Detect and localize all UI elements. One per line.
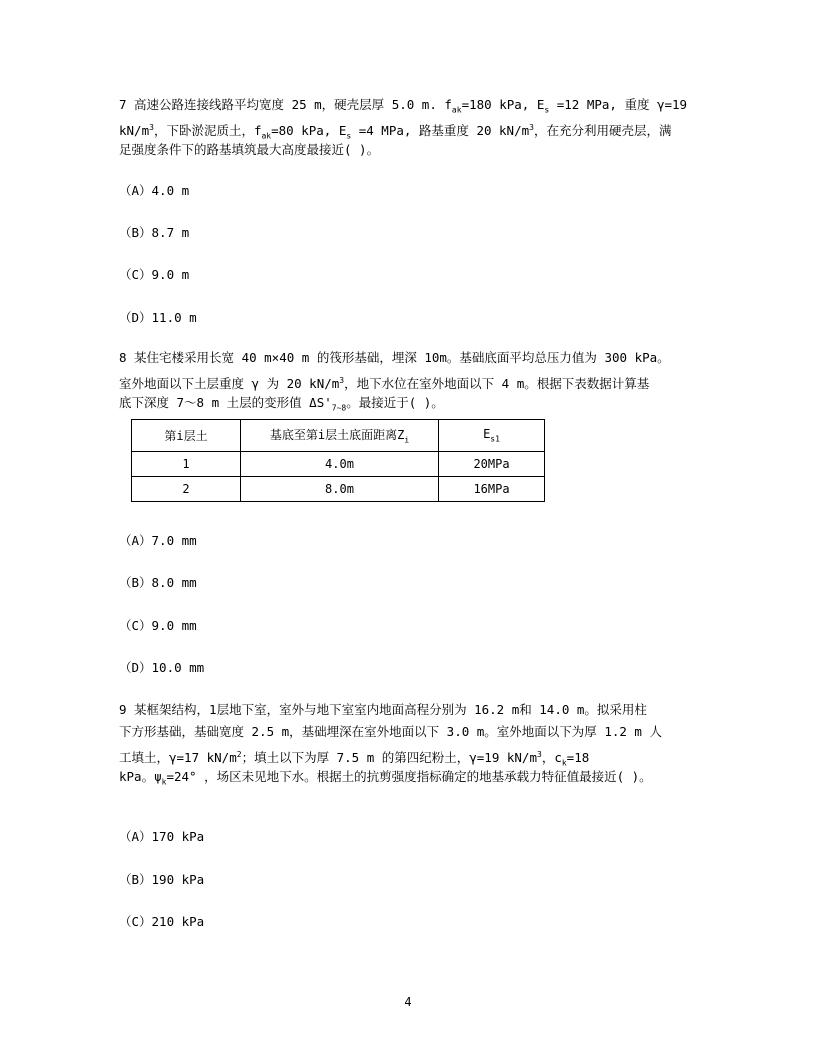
q8-option-b: （B）8.0 mm: [119, 575, 197, 590]
text-segment: ak: [451, 105, 462, 115]
header-modulus: [439, 420, 545, 452]
text-segment: 室外地面以下土层重度 γ 为 20 kN/m: [119, 376, 340, 392]
text-segment: ak: [261, 131, 272, 141]
table-row: [132, 477, 545, 502]
header-distance-text: 基底至第i层土底面距离Z: [269, 428, 405, 443]
q8-option-a: （A）7.0 mm: [119, 533, 197, 548]
header-layer: 第i层土: [132, 420, 241, 452]
q9-text-line: [119, 723, 662, 741]
soil-layer-table: [131, 419, 545, 502]
text-segment: 下方形基础，基础宽度 2.5 m，基础埋深在室外地面以下 3.0 m。室外地面以下为厚 1.2 m 人: [119, 724, 662, 739]
text-segment: =18: [566, 750, 590, 766]
table-row: [132, 452, 545, 477]
table-cell: 1: [132, 452, 241, 477]
q7-option-c: （C）9.0 m: [119, 267, 190, 282]
table-cell: 8.0m: [241, 477, 439, 502]
text-segment: 。最接近于( )。: [346, 395, 444, 410]
table-cell: 16MPa: [439, 477, 545, 502]
text-segment: ，下卧淤泥质土，f: [153, 123, 262, 139]
q8-option-d: （D）10.0 mm: [119, 660, 205, 675]
q7-option-a: （A）4.0 m: [119, 183, 190, 198]
text-segment: kN/m: [119, 123, 150, 139]
text-segment: kPa。ψ: [119, 769, 162, 784]
q8-text-line: [119, 394, 444, 418]
q9-text-line: [119, 701, 647, 719]
text-segment: =80 kPa, E: [271, 123, 347, 139]
q9-option-c: （C）210 kPa: [119, 914, 205, 929]
text-segment: =12 MPa, 重度 γ=19: [549, 97, 688, 112]
table-header-row: [132, 420, 545, 452]
text-segment: ，在充分利用硬壳层，满: [533, 123, 672, 139]
text-segment: =4 MPa, 路基重度 20 kN/m: [351, 123, 530, 139]
text-segment: 工填土，γ=17 kN/m: [119, 750, 237, 766]
text-segment: 3: [339, 376, 345, 385]
text-segment: 3: [536, 750, 542, 759]
text-segment: k: [561, 758, 567, 768]
text-segment: 足强度条件下的路基填筑最大高度最接近( )。: [119, 142, 380, 157]
text-segment: 7 高速公路连接线路平均宽度 25 m，硬壳层厚 5.0 m. f: [119, 97, 452, 112]
text-segment: 7~8: [331, 403, 347, 413]
text-segment: =24° ，场区未见地下水。根据土的抗剪强度指标确定的地基承载力特征值最接近( )。: [166, 769, 652, 784]
text-segment: 底下深度 7～8 m 土层的变形值 ΔS': [119, 395, 332, 410]
q9-text-line: [119, 768, 652, 792]
q7-text-line: [119, 96, 687, 120]
text-segment: 3: [149, 123, 154, 132]
page-number: 4: [404, 995, 412, 1009]
header-modulus-text: E: [483, 427, 491, 442]
table-cell: 20MPa: [439, 452, 545, 477]
text-segment: 2: [236, 750, 242, 759]
q7-option-b: （B）8.7 m: [119, 225, 190, 240]
q9-option-b: （B）190 kPa: [119, 872, 205, 887]
table-cell: 4.0m: [241, 452, 439, 477]
text-segment: k: [161, 777, 167, 787]
text-segment: ，地下水位在室外地面以下 4 m。根据下表数据计算基: [344, 376, 650, 392]
text-segment: s: [346, 131, 352, 141]
q9-option-a: （A）170 kPa: [119, 829, 205, 844]
text-segment: 8 某住宅楼采用长宽 40 m×40 m 的筏形基础，埋深 10m。基础底面平均总压力值为 300 kPa。: [119, 350, 670, 365]
text-segment: ，c: [541, 750, 562, 766]
q8-text-line: [119, 372, 649, 393]
text-segment: s: [544, 105, 550, 115]
text-segment: =180 kPa, E: [461, 97, 545, 112]
q8-option-c: （C）9.0 mm: [119, 618, 197, 633]
text-segment: ；填土以下为厚 7.5 m 的第四纪粉土，γ=19 kN/m: [241, 750, 537, 766]
header-modulus-sub: s1: [490, 434, 500, 444]
text-segment: 9 某框架结构，1层地下室，室外与地下室室内地面高程分别为 16.2 m和 14.0 m。拟采用柱: [119, 702, 647, 717]
table-cell: 2: [132, 477, 241, 502]
q7-option-d: （D）11.0 m: [119, 310, 197, 325]
q7-text-line: [119, 141, 379, 159]
header-distance-sub: i: [404, 435, 410, 445]
text-segment: 3: [529, 123, 534, 132]
header-distance: [241, 420, 439, 452]
q8-text-line: [119, 349, 670, 367]
